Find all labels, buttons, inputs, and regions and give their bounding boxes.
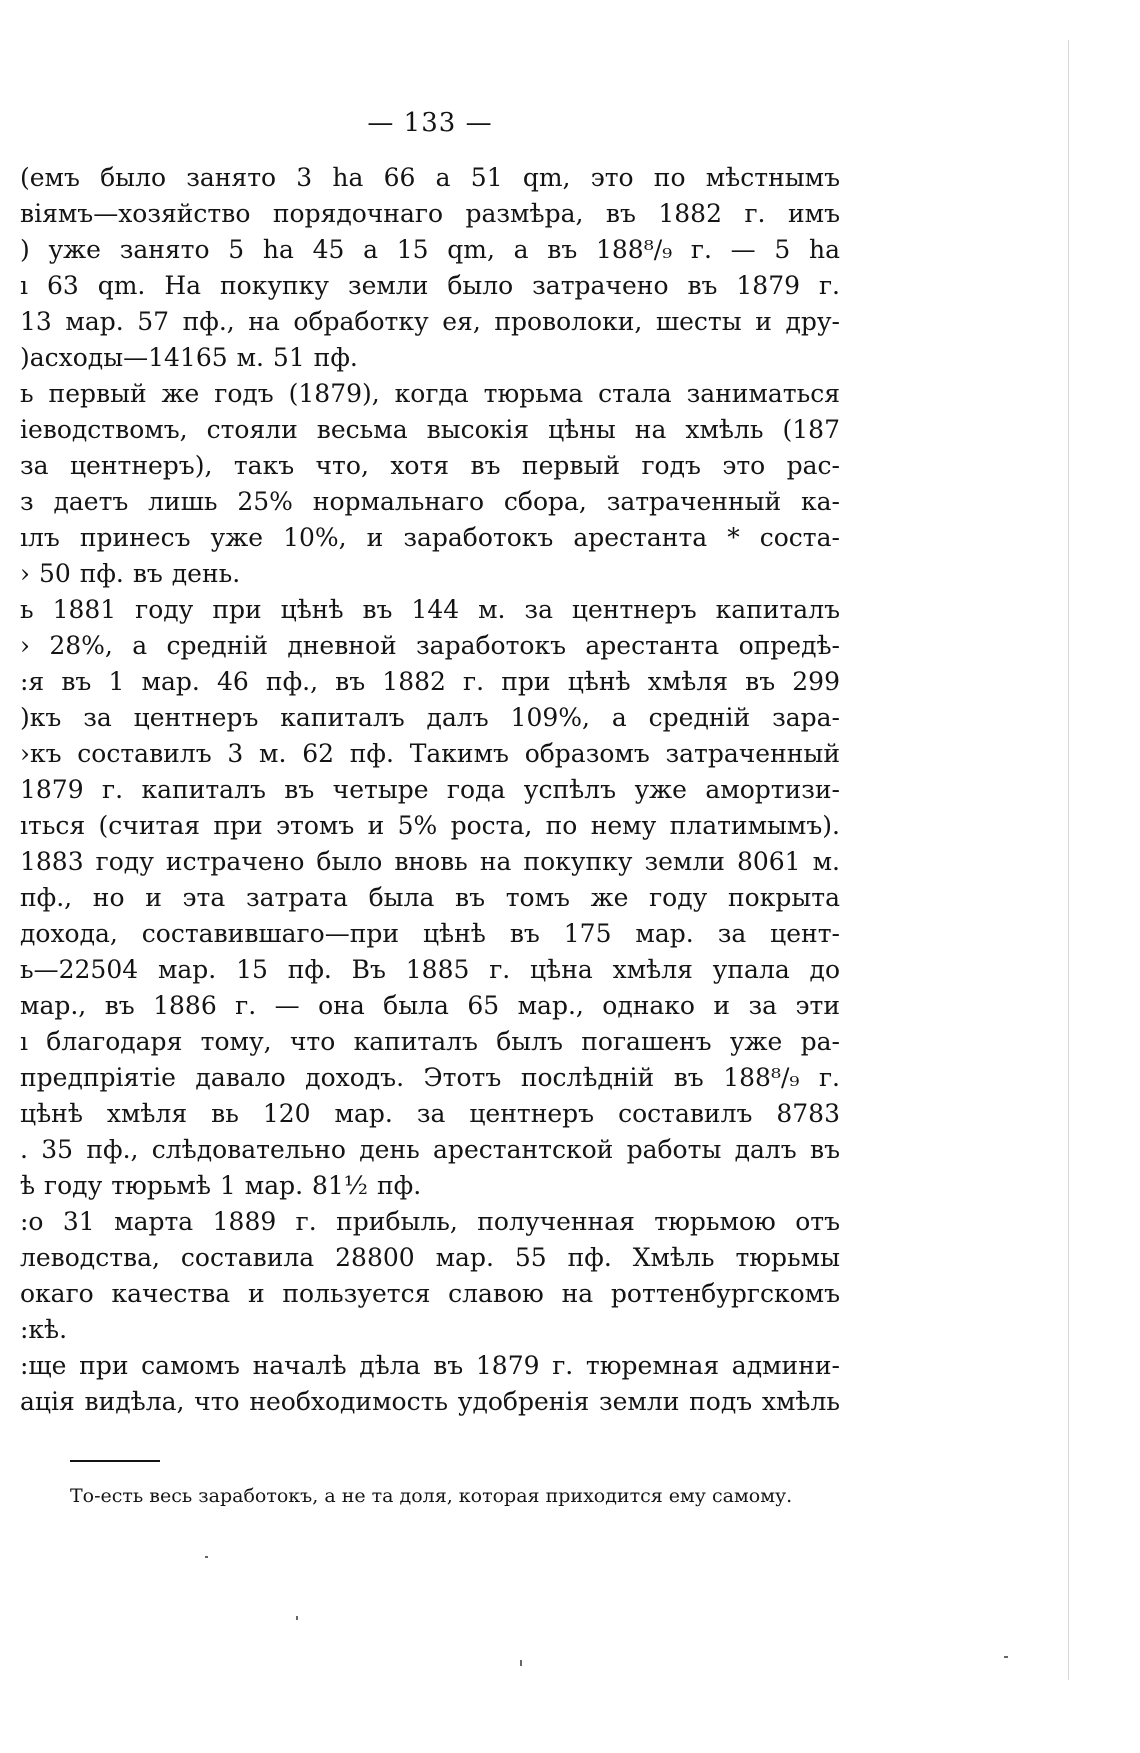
text-line: › 28%, а средній дневной заработокъ арестанта опредѣ- [20,631,840,660]
text-line: :кѣ. [20,1315,68,1344]
text-line: леводства, составила 28800 мар. 55 пф. Хмѣль тюрьмы [20,1243,840,1272]
text-line: ıлъ принесъ уже 10%, и заработокъ арестанта * соста- [20,523,840,552]
text-line: :о 31 марта 1889 г. прибыль, полученная тюрьмою отъ [20,1207,840,1236]
page-number: — 133 — [367,108,493,138]
scan-speck [520,1660,522,1666]
text-line: з даетъ лишь 25% нормальнаго сбора, затраченный ка- [20,487,840,516]
text-line: ь первый же годъ (1879), когда тюрьма стала заниматься [20,379,840,408]
text-line: ı благодаря тому, что капиталъ былъ погашенъ уже ра- [20,1027,840,1056]
text-line: предпріятіе давало доходъ. Этотъ послѣдній въ 188⁸/₉ г. [20,1063,840,1092]
text-line: . 35 пф., слѣдовательно день арестантской работы далъ въ [20,1135,840,1164]
text-line: ıться (считая при этомъ и 5% роста, по нему платимымъ). [20,811,840,840]
page-edge-line [1068,40,1069,1680]
text-line: ) уже занято 5 ha 45 a 15 qm, а въ 188⁸/₉ г. — 5 ha [20,235,840,264]
text-line: ѣ году тюрьмѣ 1 мар. 81½ пф. [20,1171,422,1200]
text-line: цѣнѣ хмѣля вь 120 мар. за центнеръ составилъ 8783 [20,1099,840,1128]
footnote-rule [70,1460,160,1462]
scan-speck [296,1616,298,1620]
text-line: 13 мар. 57 пф., на обработку ея, проволоки, шесты и дру- [20,307,840,336]
text-line: 1883 году истрачено было вновь на покупку земли 8061 м. [20,847,840,876]
text-line: )къ за центнеръ капиталъ далъ 109%, а средній зара- [20,703,840,732]
text-line: :я въ 1 мар. 46 пф., въ 1882 г. при цѣнѣ хмѣля въ 299 [20,667,840,696]
text-line: ь—22504 мар. 15 пф. Въ 1885 г. цѣна хмѣля упала до [20,955,840,984]
text-line: (емъ было занято 3 ha 66 a 51 qm, это по мѣстнымъ [20,163,840,192]
text-line: ь 1881 году при цѣнѣ въ 144 м. за центнеръ капиталъ [20,595,840,624]
scan-speck [205,1556,208,1558]
scan-speck [1004,1656,1008,1658]
text-line: мар., въ 1886 г. — она была 65 мар., однако и за эти [20,991,840,1020]
text-line: :ще при самомъ началѣ дѣла въ 1879 г. тюремная админи- [20,1351,840,1380]
text-line: ація видѣла, что необходимость удобренія земли подъ хмѣль [20,1387,840,1416]
text-line: 1879 г. капиталъ въ четыре года успѣлъ уже амортизи- [20,775,840,804]
text-line: › 50 пф. въ день. [20,559,241,588]
text-line: ı 63 qm. На покупку земли было затрачено въ 1879 г. [20,271,840,300]
text-line: пф., но и эта затрата была въ томъ же году покрыта [20,883,840,912]
text-line: за центнеръ), такъ что, хотя въ первый годъ это рас- [20,451,840,480]
text-line: дохода, составившаго—при цѣнѣ въ 175 мар. за цент- [20,919,840,948]
body-text [0,160,840,1420]
text-line: іеводствомъ, стояли весьма высокія цѣны на хмѣль (187 [20,415,840,444]
text-line: )асходы—14165 м. 51 пф. [20,343,358,372]
text-line: віямъ—хозяйство порядочнаго размѣра, въ 1882 г. имъ [20,199,840,228]
footnote: То-есть весь заработокъ, а не та доля, которая приходится ему самому. [70,1485,793,1507]
text-line: ›къ составилъ 3 м. 62 пф. Такимъ образомъ затраченный [20,739,840,768]
text-line: окаго качества и пользуется славою на роттенбургскомъ [20,1279,840,1308]
